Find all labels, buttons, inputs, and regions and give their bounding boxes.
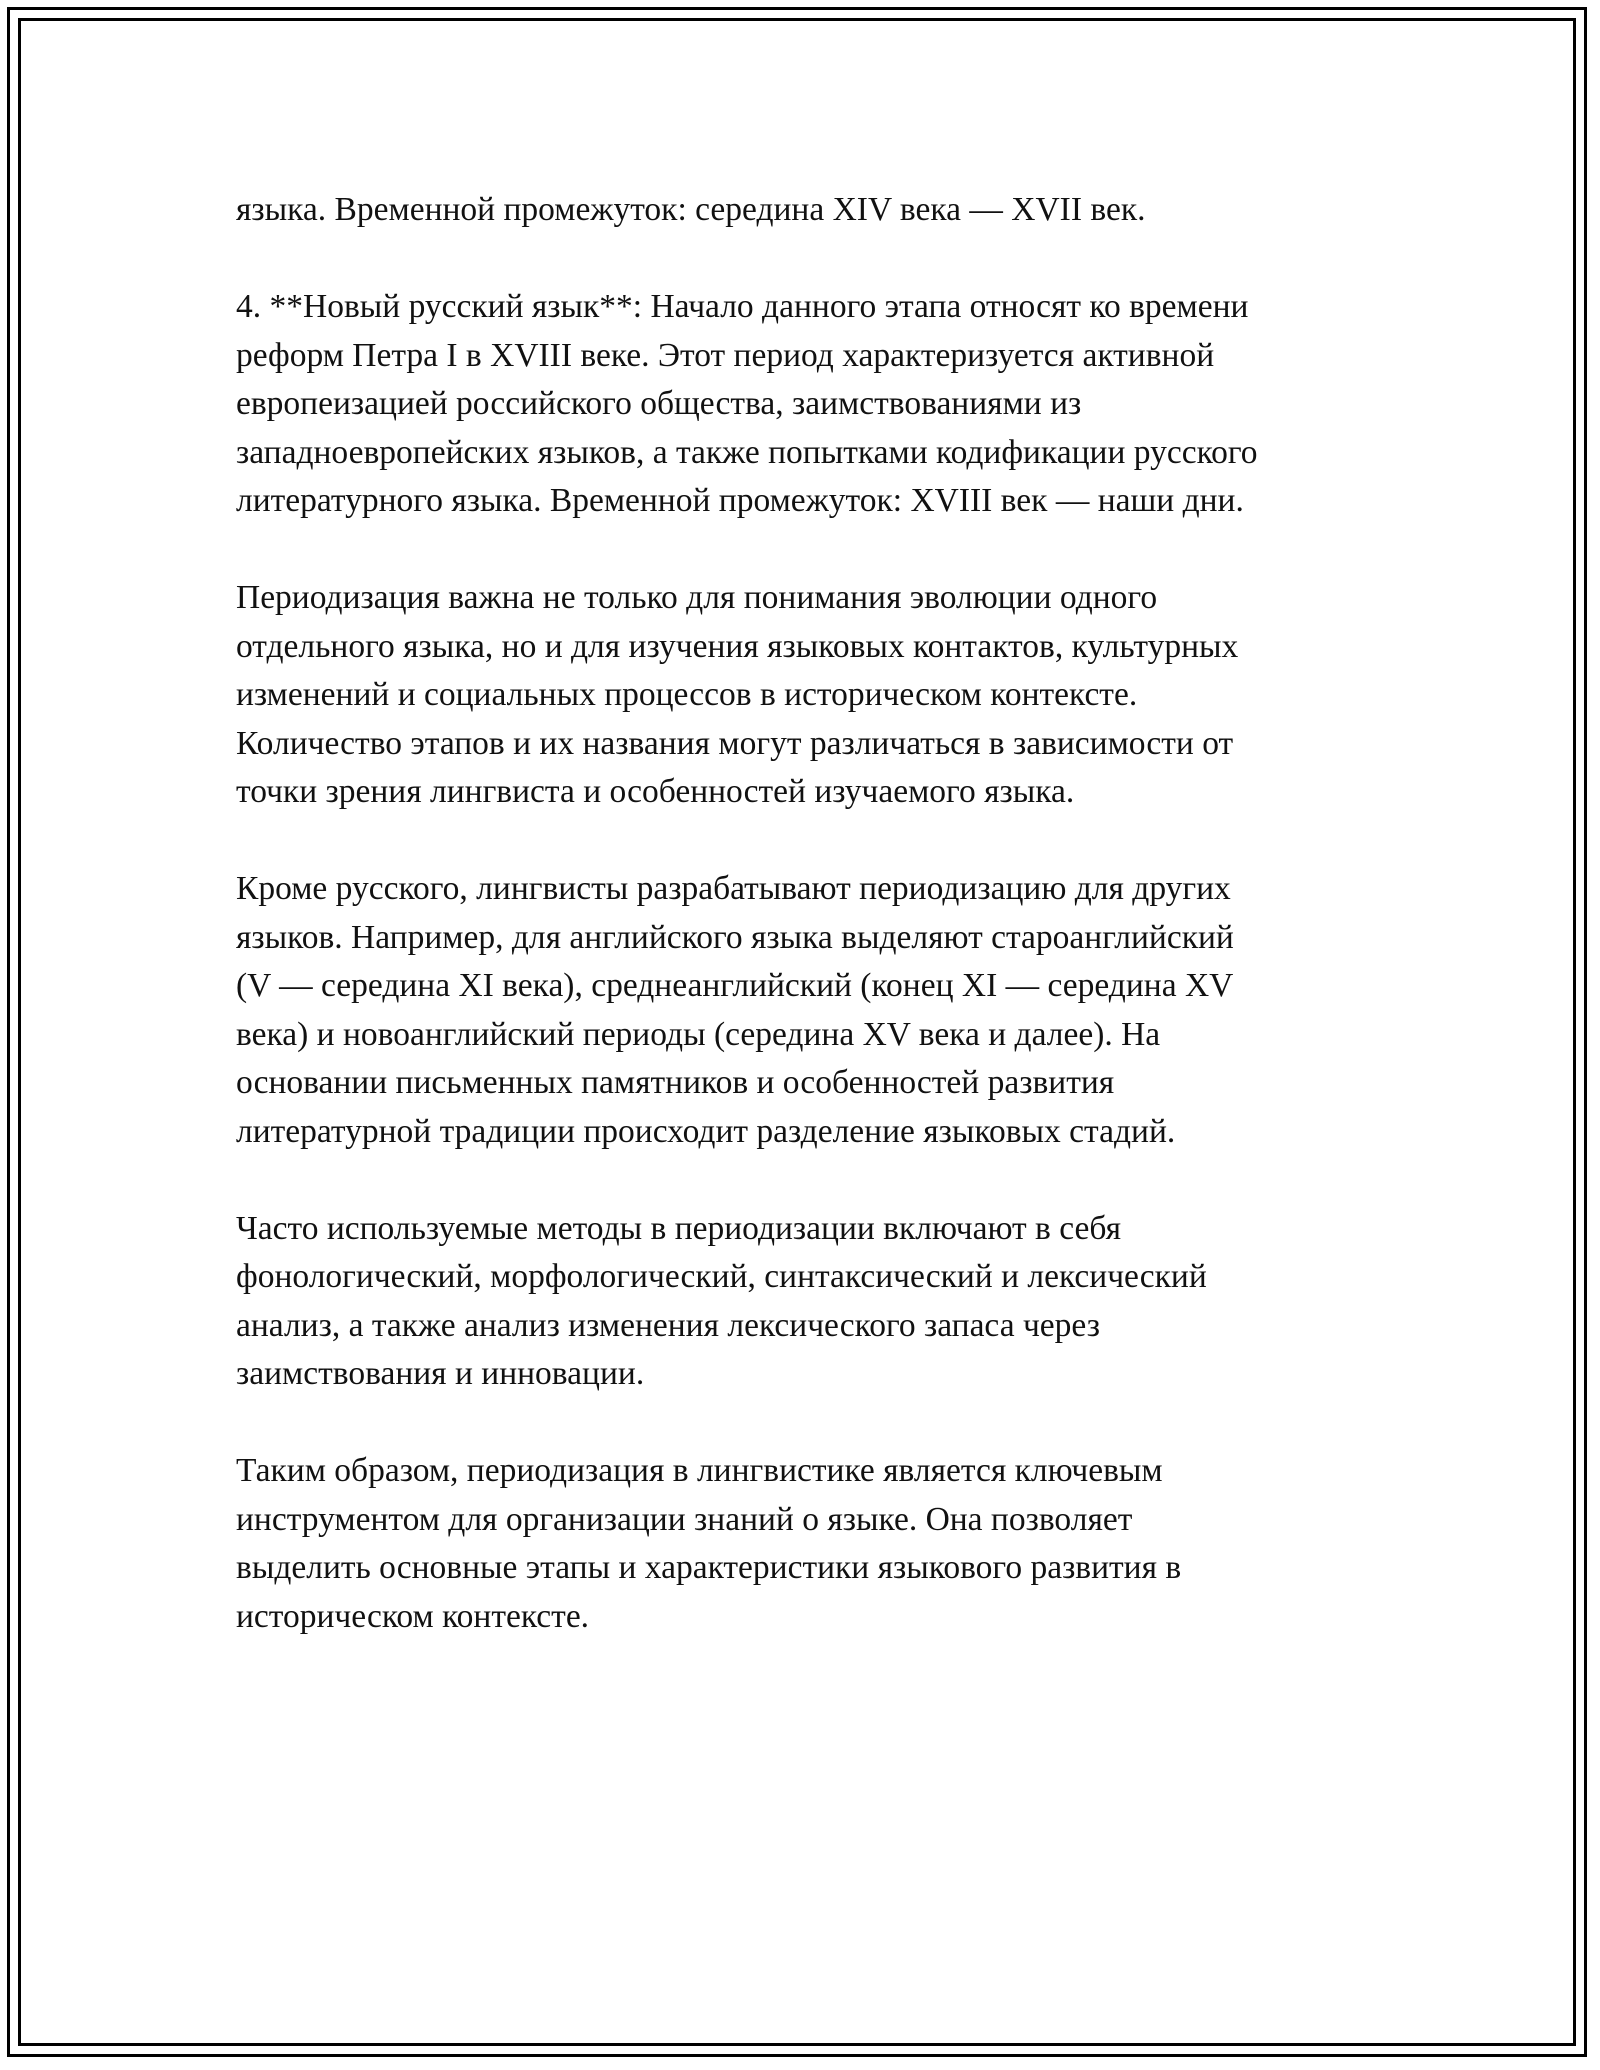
paragraph-conclusion xyxy=(236,1447,1386,1641)
text-line: историческом контексте. xyxy=(236,1597,590,1635)
text-line: Периодизация важна не только для понимания эволюции одного xyxy=(236,579,1158,616)
text-line: литературной традиции происходит разделение языковых стадий. xyxy=(236,1112,1176,1150)
text-line: западноевропейских языков, а также попытками кодификации русского xyxy=(236,433,1258,471)
text-line: Кроме русского, лингвисты разрабатывают периодизацию для других xyxy=(236,870,1231,907)
text-line: Количество этапов и их названия могут различаться в зависимости от xyxy=(236,724,1234,762)
text-line: изменений и социальных процессов в историческом контексте. xyxy=(236,676,1138,713)
text-line: литературного языка. Временной промежуток: XVIII век — наши дни. xyxy=(236,482,1244,519)
document-body xyxy=(236,186,1386,1690)
text-line: Таким образом, периодизация в лингвистике является ключевым xyxy=(236,1452,1163,1489)
text-line: заимствования и инновации. xyxy=(236,1355,645,1392)
text-line: точки зрения лингвиста и особенностей изучаемого языка. xyxy=(236,773,1075,810)
text-line: основании письменных памятников и особенностей развития xyxy=(236,1064,1115,1101)
text-line: выделить основные этапы и характеристики языкового развития в xyxy=(236,1549,1182,1586)
text-line: инструментом для организации знаний о языке. Она позволяет xyxy=(236,1500,1133,1538)
text-line: 4. **Новый русский язык**: Начало данного этапа относят ко времени xyxy=(236,288,1249,325)
text-line: века) и новоанглийский периоды (середина XV века и далее). На xyxy=(236,1015,1161,1053)
paragraph-new-russian xyxy=(236,283,1386,526)
text-line: фонологический, морфологический, синтаксический и лексический xyxy=(236,1258,1207,1295)
paragraph-old-russian-end xyxy=(236,186,1386,235)
paragraph-importance xyxy=(236,574,1386,817)
text-line: языков. Например, для английского языка выделяют староанглийский xyxy=(236,918,1234,956)
text-line: языка. Временной промежуток: середина XIV века — XVII век. xyxy=(236,191,1146,228)
text-line: анализ, а также анализ изменения лексического запаса через xyxy=(236,1306,1100,1344)
text-line: реформ Петра I в XVIII веке. Этот период характеризуется активной xyxy=(236,336,1215,374)
text-line: европеизацией российского общества, заимствованиями из xyxy=(236,385,1082,422)
text-line: Часто используемые методы в периодизации включают в себя xyxy=(236,1209,1122,1247)
paragraph-methods xyxy=(236,1205,1386,1399)
paragraph-other-languages xyxy=(236,865,1386,1156)
text-line: (V — середина XI века), среднеанглийский (конец XI — середина XV xyxy=(236,967,1234,1004)
text-line: отдельного языка, но и для изучения языковых контактов, культурных xyxy=(236,627,1239,665)
